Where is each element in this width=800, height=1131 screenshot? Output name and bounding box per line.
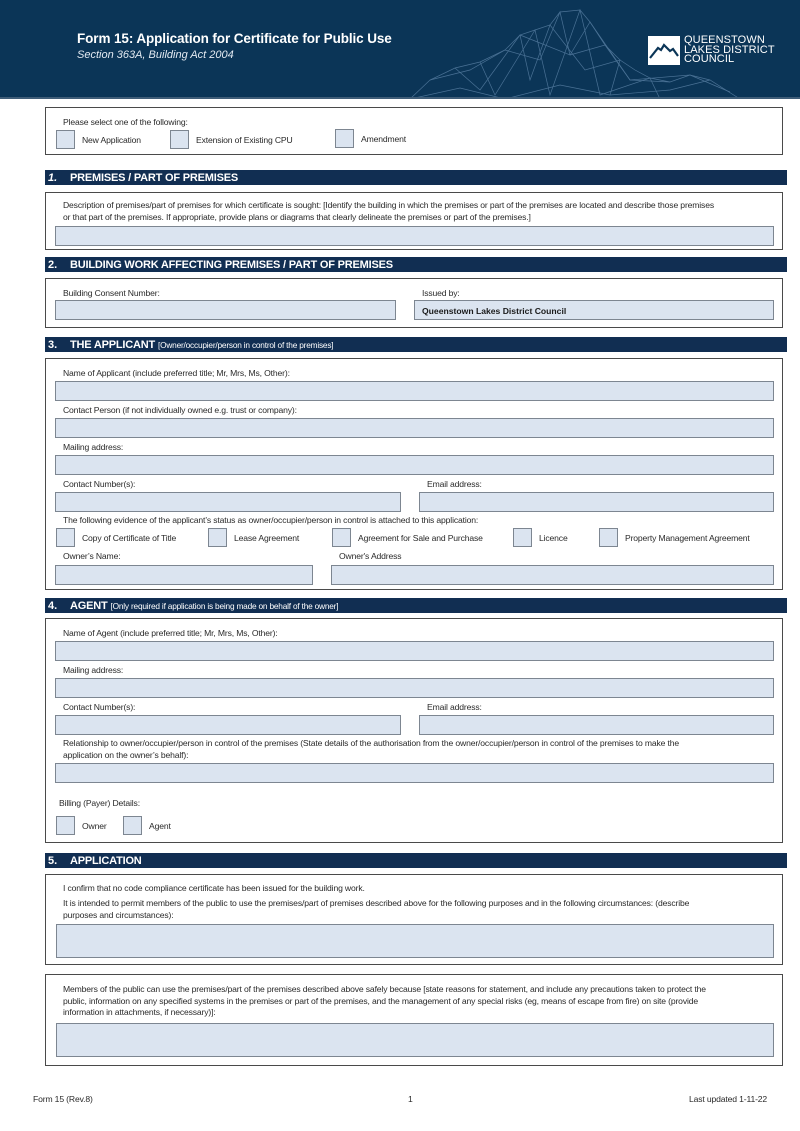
section-2-title: BUILDING WORK AFFECTING PREMISES / PART OF PREMISES bbox=[70, 258, 393, 271]
purpose-input[interactable] bbox=[56, 924, 774, 958]
applicant-phone-input[interactable] bbox=[55, 492, 401, 512]
agent-name-label: Name of Agent (include preferred title; Mr, Mrs, Ms, Other): bbox=[63, 628, 278, 638]
applicant-name-label: Name of Applicant (include preferred title; Mr, Mrs, Ms, Other): bbox=[63, 368, 290, 378]
issued-by-value: Queenstown Lakes District Council bbox=[422, 306, 567, 316]
purpose-label: It is intended to permit members of the public to use the premises/part of premises described above for the following purposes and in the following circumstances: (describe purposes and circumstances): bbox=[63, 898, 690, 920]
agent-mailing-input[interactable] bbox=[55, 678, 774, 698]
agent-relationship-label: Relationship to owner/occupier/person in control of the premises (State details of the authorisation from the owner/occupier/person in control of the premises to make the application on the owner’s behalf): bbox=[63, 738, 680, 760]
agent-email-label: Email address: bbox=[427, 702, 482, 712]
header-banner bbox=[0, 0, 800, 99]
contact-person-label: Contact Person (if not individually owned e.g. trust or company): bbox=[63, 405, 297, 415]
billing-agent-checkbox[interactable] bbox=[123, 816, 142, 835]
section-3-note: [Owner/occupier/person in control of the premises] bbox=[158, 339, 334, 350]
owner-name-label: Owner’s Name: bbox=[63, 551, 121, 561]
billing-owner-label: Owner bbox=[82, 821, 107, 831]
lease-agreement-label: Lease Agreement bbox=[234, 533, 300, 543]
public-safety-input[interactable] bbox=[56, 1023, 774, 1057]
premises-description-label: Description of premises/part of premises for which certificate is sought: [Identify the building in which the premises or part of the premises are located and describe those premises or that part of the premises. If appropriate, provide plans or diagrams that clearly delineate the premises or part of the premises.] bbox=[63, 200, 714, 222]
amendment-label: Amendment bbox=[361, 134, 406, 144]
owner-address-input[interactable] bbox=[331, 565, 774, 585]
form-subtitle: Section 363A, Building Act 2004 bbox=[77, 49, 234, 61]
section-4-title: AGENT bbox=[70, 599, 108, 612]
mountain-logo-icon bbox=[648, 36, 680, 65]
footer-last-updated: Last updated 1-11-22 bbox=[689, 1094, 768, 1104]
section-5-header bbox=[45, 853, 787, 868]
evidence-prompt: The following evidence of the applicant’s status as owner/occupier/person in control is attached to this application: bbox=[63, 515, 479, 525]
logo-line-2: LAKES DISTRICT bbox=[684, 43, 775, 56]
new-application-label: New Application bbox=[82, 135, 141, 145]
banner-divider bbox=[0, 97, 800, 99]
footer-form-id: Form 15 (Rev.8) bbox=[33, 1094, 93, 1104]
agent-mailing-label: Mailing address: bbox=[63, 665, 124, 675]
certificate-of-title-checkbox[interactable] bbox=[56, 528, 75, 547]
certificate-of-title-label: Copy of Certificate of Title bbox=[82, 533, 177, 543]
extension-cpu-label: Extension of Existing CPU bbox=[196, 135, 293, 145]
agent-name-input[interactable] bbox=[55, 641, 774, 661]
sale-purchase-label: Agreement for Sale and Purchase bbox=[358, 533, 483, 543]
form-title: Form 15: Application for Certificate for Public Use bbox=[77, 31, 392, 46]
applicant-mailing-input[interactable] bbox=[55, 455, 774, 475]
public-safety-label: Members of the public can use the premises/part of the premises described above safely because [state reasons for statement, and include any precautions taken to protect the public, information on any specified systems in the premises or part of the premises, and the management of any special risks (eg, means of escape from fire) on site (provide information in attachments, if necessary)]: bbox=[63, 984, 706, 1017]
owner-address-label: Owner's Address bbox=[339, 551, 402, 561]
ccc-confirmation-text: I confirm that no code compliance certificate has been issued for the building work. bbox=[63, 883, 365, 893]
issued-by-label: Issued by: bbox=[422, 288, 460, 298]
section-1-number: 1. bbox=[48, 171, 58, 184]
licence-checkbox[interactable] bbox=[513, 528, 532, 547]
agent-relationship-input[interactable] bbox=[55, 763, 774, 783]
new-application-checkbox[interactable] bbox=[56, 130, 75, 149]
sale-purchase-checkbox[interactable] bbox=[332, 528, 351, 547]
section-3-header bbox=[45, 337, 787, 352]
applicant-mailing-label: Mailing address: bbox=[63, 442, 124, 452]
logo-line-1: QUEENSTOWN bbox=[684, 34, 765, 47]
agent-email-input[interactable] bbox=[419, 715, 774, 735]
section-5-title: APPLICATION bbox=[70, 854, 142, 867]
property-management-label: Property Management Agreement bbox=[625, 533, 750, 543]
contact-person-input[interactable] bbox=[55, 418, 774, 438]
amendment-checkbox[interactable] bbox=[335, 129, 354, 148]
billing-owner-checkbox[interactable] bbox=[56, 816, 75, 835]
billing-label: Billing (Payer) Details: bbox=[59, 798, 140, 808]
applicant-phone-label: Contact Number(s): bbox=[63, 479, 136, 489]
section-3-number: 3. bbox=[48, 338, 58, 351]
section-1-title: PREMISES / PART OF PREMISES bbox=[70, 171, 238, 184]
applicant-email-input[interactable] bbox=[419, 492, 774, 512]
owner-name-input[interactable] bbox=[55, 565, 313, 585]
property-management-checkbox[interactable] bbox=[599, 528, 618, 547]
section-3-title: THE APPLICANT bbox=[70, 338, 155, 351]
logo-line-3: COUNCIL bbox=[684, 53, 735, 66]
council-logo bbox=[648, 36, 775, 65]
premises-description-input[interactable] bbox=[55, 226, 774, 246]
section-5-number: 5. bbox=[48, 854, 58, 867]
section-4-note: [Only required if application is being made on behalf of the owner] bbox=[110, 600, 339, 611]
building-consent-input[interactable] bbox=[55, 300, 396, 320]
application-type-prompt: Please select one of the following: bbox=[63, 117, 188, 127]
lease-agreement-checkbox[interactable] bbox=[208, 528, 227, 547]
extension-cpu-checkbox[interactable] bbox=[170, 130, 189, 149]
applicant-name-input[interactable] bbox=[55, 381, 774, 401]
agent-phone-label: Contact Number(s): bbox=[63, 702, 136, 712]
section-1-header bbox=[45, 170, 787, 185]
billing-agent-label: Agent bbox=[149, 821, 171, 831]
footer-page-number: 1 bbox=[408, 1094, 413, 1104]
section-4-header bbox=[45, 598, 787, 613]
licence-label: Licence bbox=[539, 533, 568, 543]
section-2-number: 2. bbox=[48, 258, 58, 271]
section-4-number: 4. bbox=[48, 599, 58, 612]
agent-phone-input[interactable] bbox=[55, 715, 401, 735]
applicant-email-label: Email address: bbox=[427, 479, 482, 489]
section-2-header bbox=[45, 257, 787, 272]
application-type-box bbox=[45, 107, 783, 155]
building-consent-label: Building Consent Number: bbox=[63, 288, 160, 298]
